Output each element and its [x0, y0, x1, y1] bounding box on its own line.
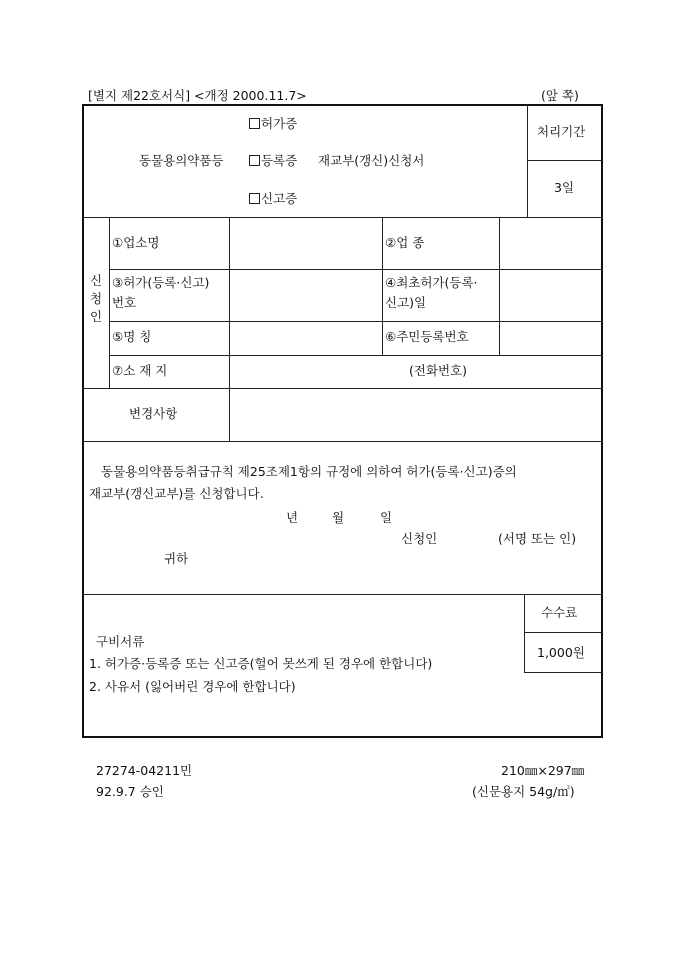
signature-note: (서명 또는 인) — [498, 531, 577, 546]
recipient-label: 귀하 — [164, 551, 189, 566]
resident-number-label: ⑥주민등록번호 — [385, 329, 469, 344]
applicant-signature-label: 신청인 — [401, 531, 438, 546]
title-name-field[interactable] — [231, 323, 380, 353]
required-documents-title: 구비서류 — [96, 634, 145, 649]
license-number-field[interactable] — [231, 271, 380, 319]
option-report[interactable]: 신고증 — [249, 193, 297, 206]
resident-number-field[interactable] — [501, 323, 600, 353]
phone-number-label: (전화번호) — [409, 363, 468, 378]
first-license-date-field[interactable] — [501, 271, 600, 319]
paper-type: (신문용지 54g/㎡) — [472, 784, 575, 799]
date-month-label: 월 — [332, 510, 345, 525]
location-field[interactable] — [231, 357, 401, 386]
frame-top — [82, 104, 603, 106]
fee-label: 수수료 — [541, 605, 578, 620]
paper-size: 210㎜×297㎜ — [501, 763, 585, 778]
statement-line2: 재교부(갱신교부)를 신청합니다. — [89, 486, 264, 501]
license-number-label-line1: ③허가(등록·신고) — [112, 275, 210, 290]
processing-period-label: 처리기간 — [537, 124, 586, 139]
processing-period-value: 3일 — [554, 180, 575, 195]
business-type-field[interactable] — [501, 219, 600, 267]
checkbox-icon — [249, 193, 260, 204]
required-document-item-1: 1. 허가증·등록증 또는 신고증(헐어 못쓰게 된 경우에 한합니다) — [89, 656, 433, 671]
business-name-field[interactable] — [231, 219, 380, 267]
business-name-label: ①업소명 — [112, 235, 160, 250]
checkbox-icon — [249, 118, 260, 129]
first-license-date-label-line2: 신고)일 — [385, 295, 427, 310]
fee-value: 1,000원 — [537, 645, 585, 660]
license-number-label-line2: 번호 — [112, 295, 137, 310]
form-title-prefix: 동물용의약품등 — [139, 153, 224, 168]
date-day-label: 일 — [380, 510, 393, 525]
date-year-label: 년 — [286, 510, 299, 525]
change-details-field[interactable] — [231, 390, 600, 439]
form-number: [별지 제22호서식] <개정 2000.11.7> — [88, 88, 307, 103]
frame-bottom — [82, 736, 603, 738]
frame-left — [82, 104, 84, 738]
applicant-section-label: 신청인 — [89, 273, 103, 324]
business-type-label: ②업 종 — [385, 235, 425, 250]
title-name-label: ⑤명 칭 — [112, 329, 152, 344]
form-code: 27274-04211민 — [96, 763, 193, 778]
required-document-item-2: 2. 사유서 (잃어버린 경우에 한합니다) — [89, 679, 296, 694]
frame-right — [601, 104, 603, 738]
checkbox-icon — [249, 155, 260, 166]
first-license-date-label-line1: ④최초허가(등록· — [385, 275, 478, 290]
change-details-label: 변경사항 — [129, 406, 178, 421]
location-label: ⑦소 재 지 — [112, 363, 168, 378]
option-registration[interactable]: 등록증 — [249, 155, 297, 168]
form-title-suffix: 재교부(갱신)신청서 — [318, 153, 425, 168]
statement-line1: 동물용의약품등취급규칙 제25조제1항의 규정에 의하여 허가(등록·신고)증의 — [101, 464, 517, 479]
approval-date: 92.9.7 승인 — [96, 784, 164, 799]
page-side-label: (앞 쪽) — [541, 88, 579, 103]
option-permit[interactable]: 허가증 — [249, 118, 297, 131]
